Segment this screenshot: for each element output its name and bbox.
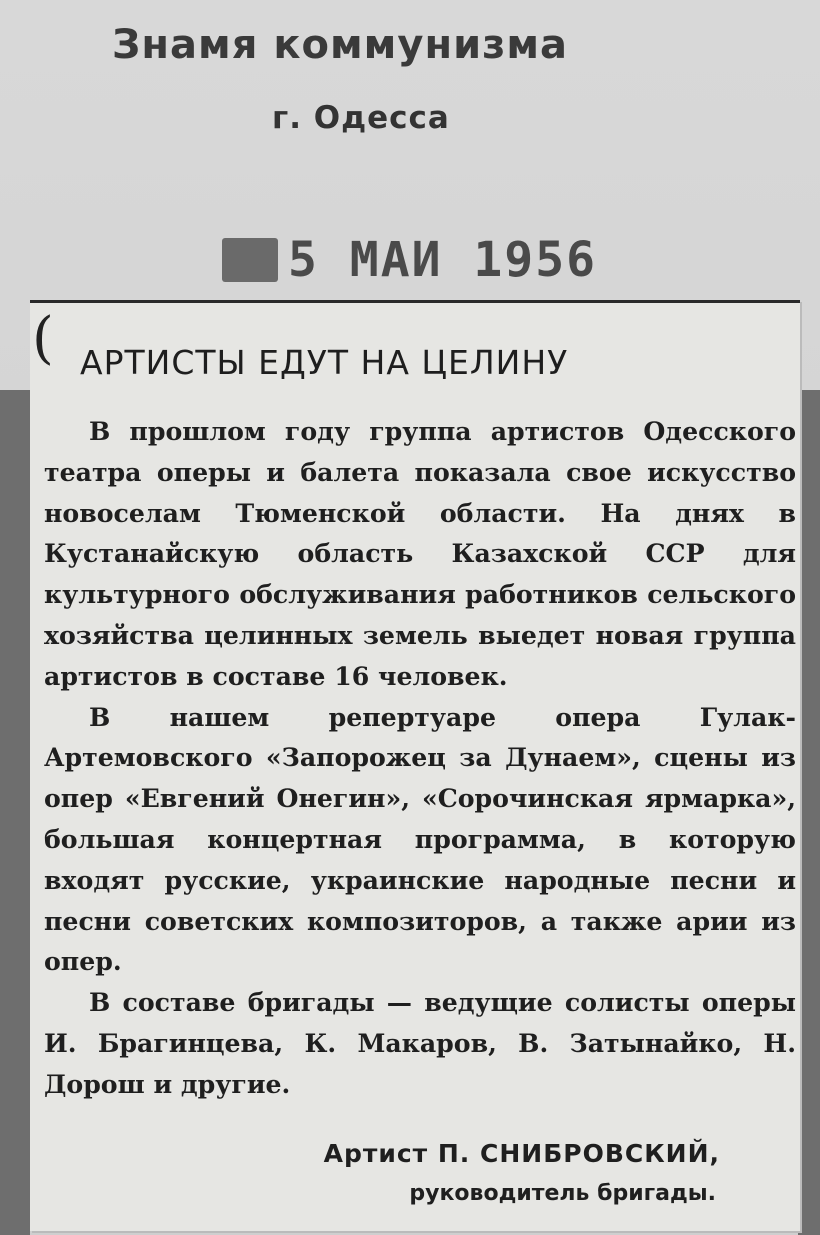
left-board-edge <box>0 390 30 1235</box>
newspaper-clipping <box>30 300 800 1231</box>
article-headline: АРТИСТЫ ЕДУТ НА ЦЕЛИНУ <box>80 343 569 382</box>
author-signature: Артист П. СНИБРОВСКИЙ, <box>323 1139 720 1168</box>
bracket-mark: ( <box>32 306 54 371</box>
article-body <box>44 411 796 1105</box>
article-paragraph: В составе бригады — ведущие солисты оперы И. Брагинцева, К. Макаров, В. Затынайко, Н. Дорош и другие. <box>44 987 796 1099</box>
article-paragraph: В нашем репертуаре опера Гулак-Артемовского «Запорожец за Дунаем», сцены из опер «Евгений Онегин», «Сорочинская ярмарка», большая концертная программа, в которую входят русские, украинские народные песни и песни советских композиторов, а также арии из опер. <box>44 701 796 977</box>
author-role: руководитель бригады. <box>409 1181 716 1206</box>
stamp-date: 5 МАИ 1956 <box>288 232 597 288</box>
right-board-edge <box>798 390 820 1235</box>
date-stamp <box>222 226 597 294</box>
newspaper-title: Знамя коммунизма <box>112 22 569 68</box>
stamp-ink-block <box>222 238 278 282</box>
newspaper-city: г. Одесса <box>272 100 450 136</box>
article-paragraph: В прошлом году группа артистов Одесского театра оперы и балета показала свое искусство новоселам Тюменской области. На днях в Кустанайскую область Казахской ССР для культурного обслуживания работников сельского хозяйства целинных земель выедет новая группа артистов в составе 16 человек. <box>44 416 796 691</box>
